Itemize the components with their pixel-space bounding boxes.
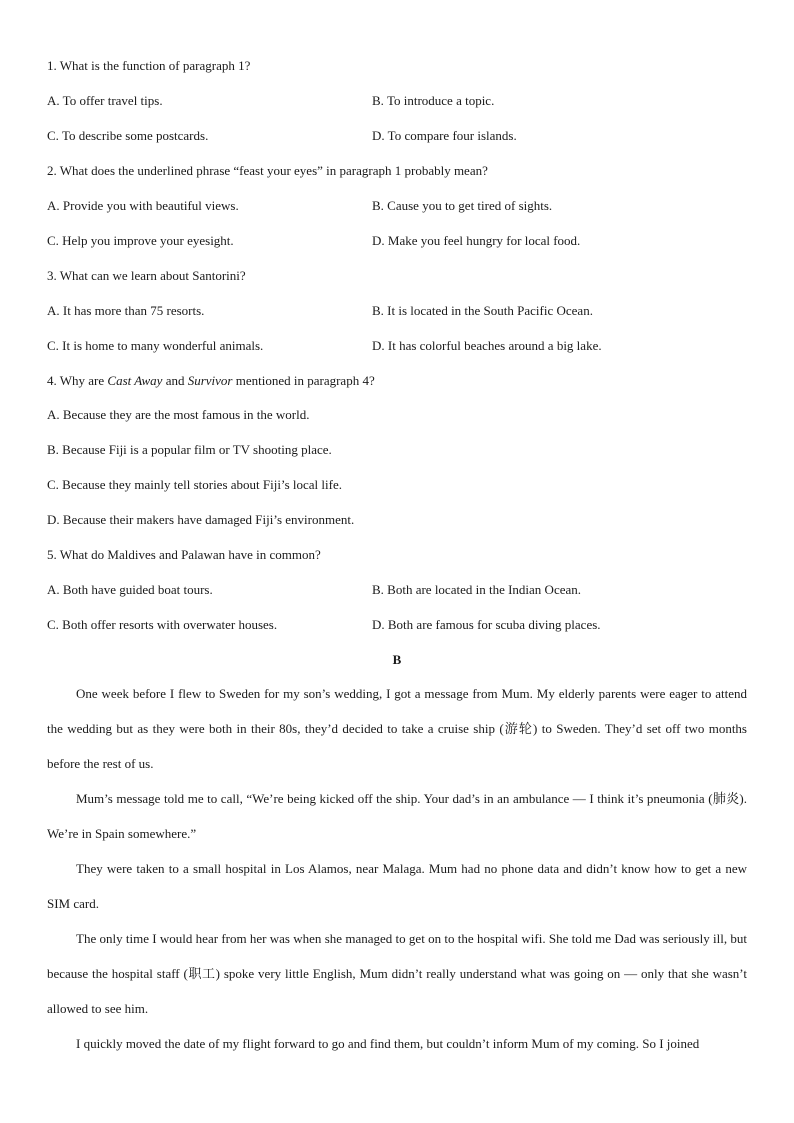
option-letter: C. — [47, 617, 59, 632]
title-cast-away: Cast Away — [107, 373, 163, 388]
question-text-and: and — [165, 373, 185, 388]
passage-paragraph-1: One week before I flew to Sweden for my son’s wedding, I got a message from Mum. My elderly parents were eager to attend the wedding but as they were both in their 80s, they’d decided to take a cruise ship (游轮) to Sweden. They’d set off two months before the rest of us. — [47, 686, 747, 771]
option-text: Cause you to get tired of sights. — [387, 198, 553, 213]
option-text: It has more than 75 resorts. — [62, 303, 205, 318]
option-text: Make you feel hungry for local food. — [387, 233, 581, 248]
question-2-stem — [47, 163, 488, 179]
option-5c[interactable] — [47, 617, 277, 633]
option-2b[interactable] — [372, 198, 552, 214]
question-text: What do Maldives and Palawan have in common? — [59, 547, 321, 562]
section-heading: B — [392, 652, 402, 667]
option-5b[interactable] — [372, 582, 581, 598]
option-text: Because they mainly tell stories about Fiji’s local life. — [62, 477, 342, 492]
option-letter: D. — [47, 512, 60, 527]
passage-paragraph-3: They were taken to a small hospital in Los Alamos, near Malaga. Mum had no phone data and didn’t know how to get a new SIM card. — [47, 861, 747, 911]
question-4-stem — [47, 373, 375, 389]
option-4a[interactable] — [47, 407, 309, 423]
question-number: 5. — [47, 547, 57, 562]
question-5-stem — [47, 547, 321, 563]
option-text: Both are located in the Indian Ocean. — [387, 582, 582, 597]
option-letter: B. — [372, 303, 384, 318]
option-1b[interactable] — [372, 93, 494, 109]
question-text-suffix: mentioned in paragraph 4? — [235, 373, 375, 388]
option-3a[interactable] — [47, 303, 204, 319]
option-text: Both have guided boat tours. — [62, 582, 213, 597]
question-text-prefix: Why are — [59, 373, 105, 388]
option-letter: D. — [372, 617, 385, 632]
option-3b[interactable] — [372, 303, 593, 319]
option-1c[interactable] — [47, 128, 208, 144]
option-text: To introduce a topic. — [386, 93, 495, 108]
passage-paragraph-5: I quickly moved the date of my flight forward to go and find them, but couldn’t inform Mum of my coming. So I joined — [76, 1036, 700, 1051]
question-text: What does the underlined phrase “feast your eyes” in paragraph 1 probably mean? — [59, 163, 488, 178]
title-survivor: Survivor — [187, 373, 233, 388]
option-5d[interactable] — [372, 617, 601, 633]
option-text: It is home to many wonderful animals. — [62, 338, 264, 353]
option-text: Both are famous for scuba diving places. — [387, 617, 601, 632]
option-text: Both offer resorts with overwater houses. — [62, 617, 278, 632]
option-4c[interactable] — [47, 477, 342, 493]
option-letter: D. — [372, 233, 385, 248]
option-text: It has colorful beaches around a big lake. — [387, 338, 602, 353]
option-letter: A. — [47, 582, 60, 597]
option-text: Because they are the most famous in the world. — [62, 407, 310, 422]
option-letter: C. — [47, 128, 59, 143]
option-text: Help you improve your eyesight. — [62, 233, 234, 248]
option-1a[interactable] — [47, 93, 163, 109]
option-text: To describe some postcards. — [61, 128, 209, 143]
question-text: What is the function of paragraph 1? — [59, 58, 251, 73]
option-letter: D. — [372, 128, 385, 143]
option-letter: A. — [47, 303, 60, 318]
option-letter: C. — [47, 233, 59, 248]
option-5a[interactable] — [47, 582, 213, 598]
option-text: To offer travel tips. — [62, 93, 163, 108]
option-letter: B. — [372, 198, 384, 213]
question-number: 4. — [47, 373, 57, 388]
option-text: Because Fiji is a popular film or TV shooting place. — [62, 442, 332, 457]
question-number: 1. — [47, 58, 57, 73]
question-number: 3. — [47, 268, 57, 283]
option-letter: B. — [372, 582, 384, 597]
option-letter: D. — [372, 338, 385, 353]
option-letter: C. — [47, 338, 59, 353]
option-letter: B. — [372, 93, 384, 108]
option-4d[interactable] — [47, 512, 354, 528]
passage-paragraph-2: Mum’s message told me to call, “We’re being kicked off the ship. Your dad’s in an ambulance — I think it’s pneumonia (肺炎). We’re in Spain somewhere.” — [47, 791, 747, 841]
option-2d[interactable] — [372, 233, 580, 249]
option-2c[interactable] — [47, 233, 234, 249]
option-1d[interactable] — [372, 128, 517, 144]
option-letter: A. — [47, 93, 60, 108]
option-letter: A. — [47, 198, 60, 213]
passage-paragraph-4: The only time I would hear from her was when she managed to get on to the hospital wifi. She told me Dad was seriously ill, but because the hospital staff (职工) spoke very little English, Mum didn’t really understand what was going on — only that she wasn’t allowed to see him. — [47, 931, 747, 1016]
option-text: Provide you with beautiful views. — [62, 198, 239, 213]
option-text: Because their makers have damaged Fiji’s environment. — [62, 512, 355, 527]
option-letter: C. — [47, 477, 59, 492]
option-letter: A. — [47, 407, 60, 422]
option-text: It is located in the South Pacific Ocean. — [387, 303, 593, 318]
option-text: To compare four islands. — [387, 128, 517, 143]
question-1-stem — [47, 58, 250, 74]
option-4b[interactable] — [47, 442, 332, 458]
option-2a[interactable] — [47, 198, 239, 214]
question-number: 2. — [47, 163, 57, 178]
question-text: What can we learn about Santorini? — [59, 268, 246, 283]
option-3d[interactable] — [372, 338, 602, 354]
option-letter: B. — [47, 442, 59, 457]
question-3-stem — [47, 268, 246, 284]
option-3c[interactable] — [47, 338, 263, 354]
